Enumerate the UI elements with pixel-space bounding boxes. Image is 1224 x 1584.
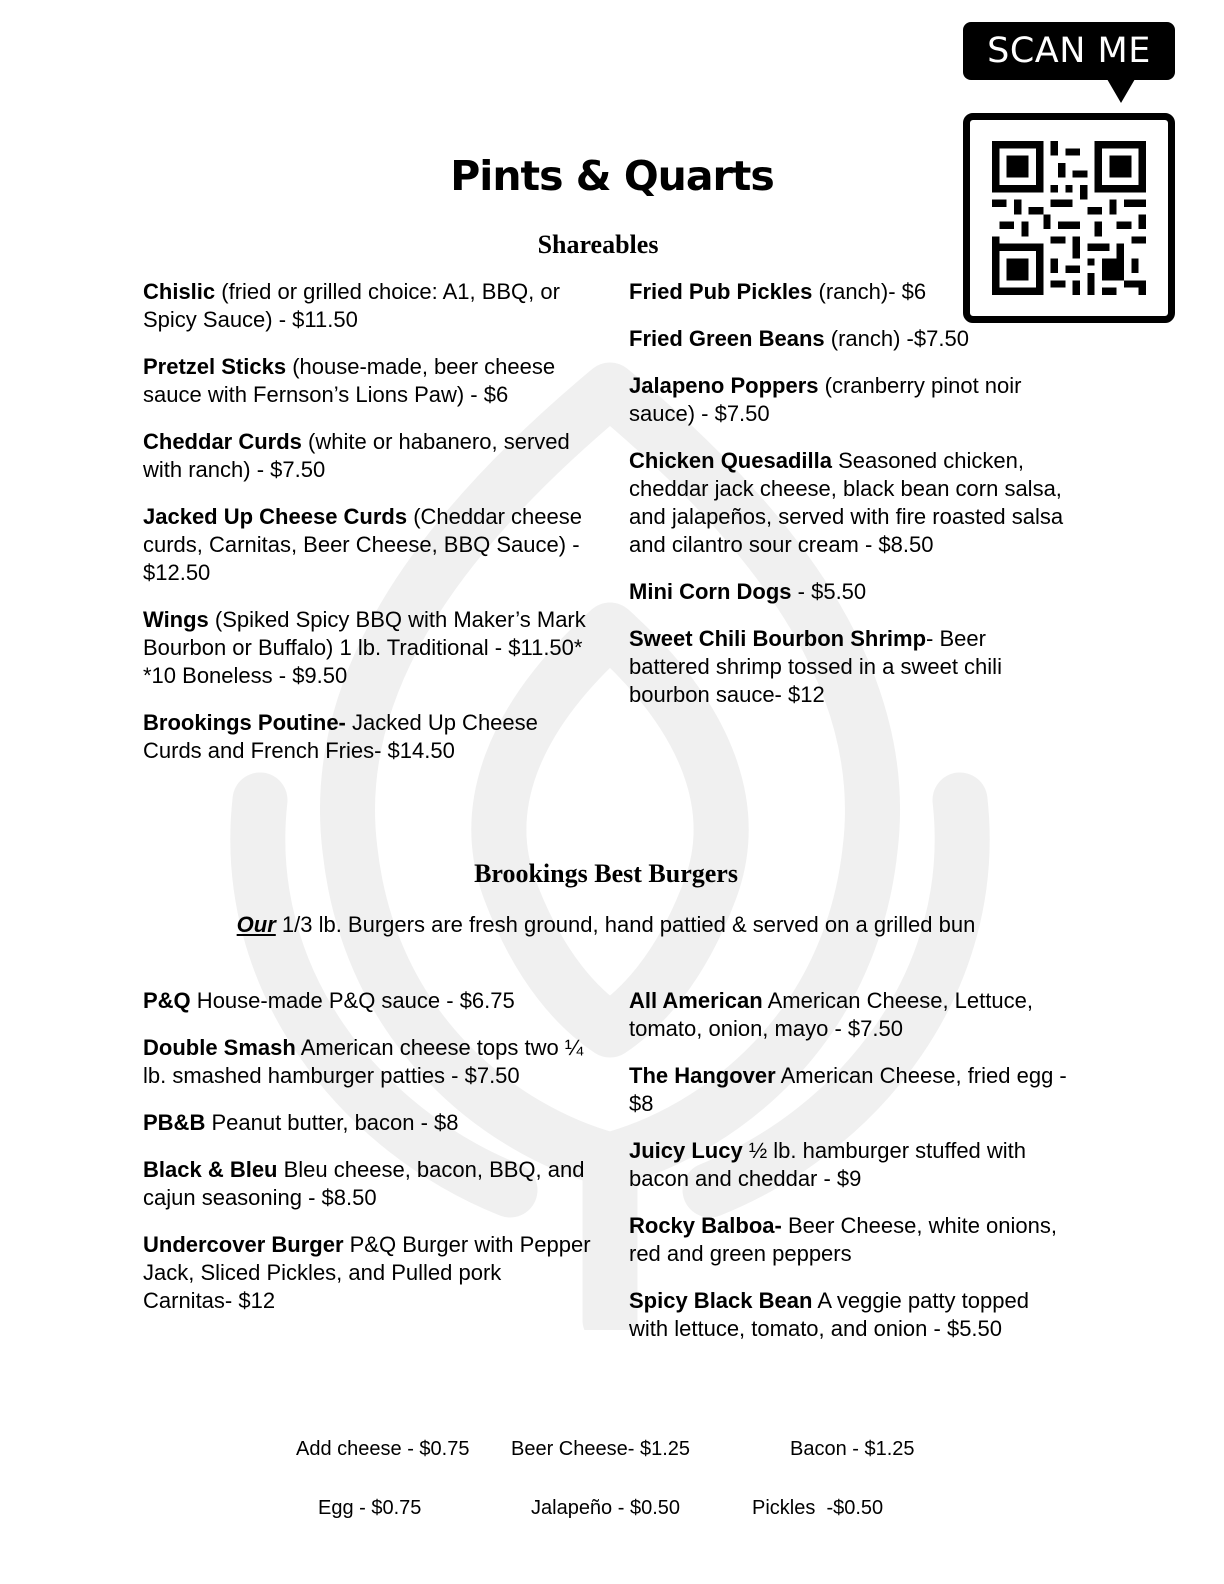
item-name: Chicken Quesadilla [629,448,832,473]
tagline-text: 1/3 lb. Burgers are fresh ground, hand pattied & served on a grilled bun [275,912,976,937]
addon-jalapeno: Jalapeño - $0.50 [531,1497,681,1519]
item-name: Juicy Lucy [629,1138,743,1163]
item-desc: P&Q Burger with Pepper Jack, Sliced Pickles, and Pulled pork Carnitas- $12 [143,1232,591,1313]
menu-item [143,278,593,334]
item-desc: Peanut butter, bacon - $8 [205,1110,459,1135]
menu-item [143,709,593,765]
item-desc: (Cheddar cheese curds, Carnitas, Beer Cheese, BBQ Sauce) - $12.50 [143,504,582,585]
item-name: Sweet Chili Bourbon Shrimp [629,626,927,651]
menu-item [629,325,1064,353]
item-name: Rocky Balboa- [629,1213,782,1238]
item-name: Spicy Black Bean [629,1288,813,1313]
menu-item [629,1062,1074,1118]
menu-item [143,1034,593,1090]
item-name: Cheddar Curds [143,429,302,454]
addon-pickles: Pickles -$0.50 [752,1497,884,1519]
item-name: The Hangover [629,1063,776,1088]
menu-item [629,1287,1074,1343]
menu-item [629,1212,1074,1268]
menu-item [629,625,1064,709]
item-desc: Bleu cheese, bacon, BBQ, and cajun seasoning - $8.50 [143,1157,585,1210]
menu-item [143,503,593,587]
scan-me-badge: SCAN ME [963,22,1175,80]
menu-item [143,606,593,690]
menu-item [143,987,593,1015]
item-name: PB&B [143,1110,206,1135]
item-name: Black & Bleu [143,1157,278,1182]
menu-item [143,428,593,484]
item-desc: (ranch)- $6 [812,279,927,304]
addon-beer-cheese: Beer Cheese- $1.25 [511,1438,691,1460]
item-desc: ½ lb. hamburger stuffed with bacon and cheddar - $9 [629,1138,1027,1191]
item-desc: - $5.50 [791,579,867,604]
menu-item [629,372,1064,428]
burgers-right-column [629,987,1074,1362]
item-desc: (Spiked Spicy BBQ with Maker’s Mark Bourbon or Buffalo) 1 lb. Traditional - $11.50* *10 Boneless - $9.50 [143,607,586,688]
item-desc: (ranch) -$7.50 [824,326,969,351]
shareables-right-column [629,278,1064,728]
menu-item [629,987,1074,1043]
item-desc: (cranberry pinot noir sauce) - $7.50 [629,373,1022,426]
addon-bacon: Bacon - $1.25 [790,1438,915,1460]
item-name: Wings [143,607,209,632]
item-desc: - Beer battered shrimp tossed in a sweet chili bourbon sauce- $12 [629,626,1002,707]
item-name: Brookings Poutine- [143,710,346,735]
menu-item [143,1156,593,1212]
item-name: Undercover Burger [143,1232,344,1257]
item-name: Mini Corn Dogs [629,579,792,604]
item-name: Fried Green Beans [629,326,825,351]
burgers-left-column [143,987,593,1334]
item-name: Pretzel Sticks [143,354,287,379]
item-name: Jacked Up Cheese Curds [143,504,408,529]
item-name: Double Smash [143,1035,296,1060]
menu-item [629,1137,1074,1193]
restaurant-title: Pints & Quarts [450,152,774,200]
item-desc: American Cheese, fried egg - $8 [629,1063,1067,1116]
addon-add-cheese: Add cheese - $0.75 [296,1438,470,1460]
item-name: All American [629,988,763,1013]
item-desc: A veggie patty topped with lettuce, tomato, and onion - $5.50 [629,1288,1029,1341]
item-name: Fried Pub Pickles [629,279,813,304]
item-desc: American cheese tops two ¼ lb. smashed hamburger patties - $7.50 [143,1035,584,1088]
menu-item [629,578,1064,606]
tagline-emphasis: Our [236,912,276,937]
item-desc: (white or habanero, served with ranch) - $7.50 [143,429,570,482]
item-name: P&Q [143,988,191,1013]
shareables-heading: Shareables [537,230,659,259]
burgers-tagline [0,910,1212,940]
menu-item [143,1231,593,1315]
menu-item [629,278,929,306]
item-desc: Beer Cheese, white onions, red and green peppers [629,1213,1057,1266]
item-desc: American Cheese, Lettuce, tomato, onion, mayo - $7.50 [629,988,1033,1041]
menu-item [143,353,593,409]
shareables-left-column [143,278,593,784]
menu-item [143,1109,593,1137]
item-desc: Jacked Up Cheese Curds and French Fries- $14.50 [143,710,538,763]
item-desc: (fried or grilled choice: A1, BBQ, or Spicy Sauce) - $11.50 [143,279,560,332]
addon-egg: Egg - $0.75 [318,1497,422,1519]
burgers-heading: Brookings Best Burgers [474,859,738,888]
menu-item [629,447,1064,559]
item-desc: (house-made, beer cheese sauce with Fernson’s Lions Paw) - $6 [143,354,556,407]
scan-me-pointer [1107,79,1135,103]
item-desc: House-made P&Q sauce - $6.75 [190,988,515,1013]
item-desc: Seasoned chicken, cheddar jack cheese, black bean corn salsa, and jalapeños, served with fire roasted salsa and cilantro sour cream - $8.50 [629,448,1064,557]
item-name: Chislic [143,279,216,304]
item-name: Jalapeno Poppers [629,373,819,398]
